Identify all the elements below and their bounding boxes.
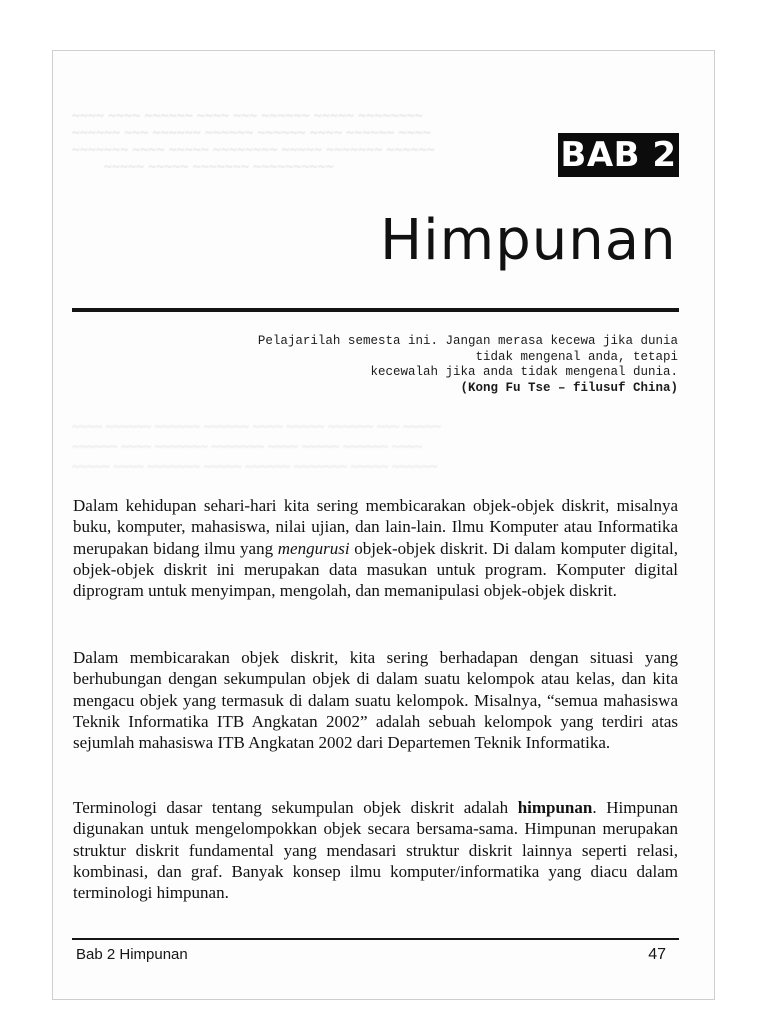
- epigraph: [200, 334, 678, 396]
- title-rule: [72, 308, 679, 312]
- chapter-badge: BAB 2: [558, 133, 679, 177]
- body-paragraph-2: Dalam membicarakan objek diskrit, kita sering berhadapan dengan situasi yang berhubungan dengan sekumpulan objek di dalam suatu kelompok atau kelas, dan kita mengacu objek yang termasuk di dalam suatu kelompok. Misalnya, “semua mahasiswa Teknik Informatika ITB Angkatan 2002” adalah sebuah kelompok yang terdiri atas sejumlah mahasiswa ITB Angkatan 2002 dari Departemen Teknik Informatika.: [73, 648, 678, 753]
- paragraph-1-text-a: Dalam kehidupan sehari-hari kita sering membicarakan objek-objek diskrit, misalnya buku, komputer, mahasiswa, nilai ujian, dan lain-lain. Ilmu Komputer atau Informatika merupakan bidang ilmu yang: [73, 496, 678, 558]
- chapter-title: Himpunan: [380, 208, 677, 273]
- page-number: 47: [648, 946, 666, 963]
- bleed-through-text-top: ~~~~ ~~~~ ~~~~~~ ~~~~ ~~~ ~~~~~~ ~~~~~ ~~~~~~~~ ~~~~~~ ~~~ ~~~~~~ ~~~~~~ ~~~~~~ ~~~~ ~~~~~~ ~~~~ ~~~~~~~ ~~~~ ~~~~~ ~~~~~~~~ ~~~~~ ~~~~~~~ ~~~~~~ ~~~~~ ~~~~~ ~~~~~~~ ~~~~~~~~~~: [72, 109, 436, 175]
- paragraph-3-text-b: . Himpunan digunakan untuk mengelompokkan objek secara bersama-sama. Himpunan merupakan struktur diskrit fundamental yang mendasari struktur diskrit lainnya seperti relasi, kombinasi, dan graf. Banyak konsep ilmu komputer/informatika yang diacu dalam terminologi himpunan.: [73, 798, 678, 903]
- epigraph-source: (Kong Fu Tse – filusuf China): [460, 380, 678, 395]
- bleed-through-text-middle: ~~~~ ~~~~~~ ~~~~~~ ~~~~~~ ~~~~ ~~~~~ ~~~~~~ ~~~ ~~~~~ ~~~~~~ ~~~~ ~~~~~~~ ~~~~~~~ ~~~~ ~~~~~ ~~~~~~ ~~~~ ~~~~~ ~~~~ ~~~~~~~ ~~~~~ ~~~~~~ ~~~~~~~ ~~~~~ ~~~~~~: [72, 420, 441, 475]
- paragraph-3-keyword: himpunan: [517, 798, 593, 817]
- epigraph-line-3: kecewalah jika anda tidak mengenal dunia.: [370, 365, 678, 379]
- paragraph-1-text-b: objek-objek diskrit. Di dalam komputer digital, objek-objek diskrit ini merupakan data masukan untuk program. Komputer digital diprogram untuk menyimpan, mengolah, dan memanipulasi objek-objek diskrit.: [73, 538, 678, 601]
- footer-chapter-label: Bab 2 Himpunan: [76, 946, 188, 963]
- body-paragraph-3: [73, 797, 678, 903]
- footer-rule: [72, 938, 679, 940]
- epigraph-line-2: tidak mengenal anda, tetapi: [475, 349, 678, 364]
- epigraph-line-1: Pelajarilah semesta ini. Jangan merasa kecewa jika dunia: [257, 334, 678, 348]
- body-paragraph-1: [73, 495, 678, 601]
- paragraph-1-emphasis: mengurusi: [277, 538, 350, 558]
- paragraph-3-text-a: Terminologi dasar tentang sekumpulan objek diskrit adalah: [73, 798, 518, 817]
